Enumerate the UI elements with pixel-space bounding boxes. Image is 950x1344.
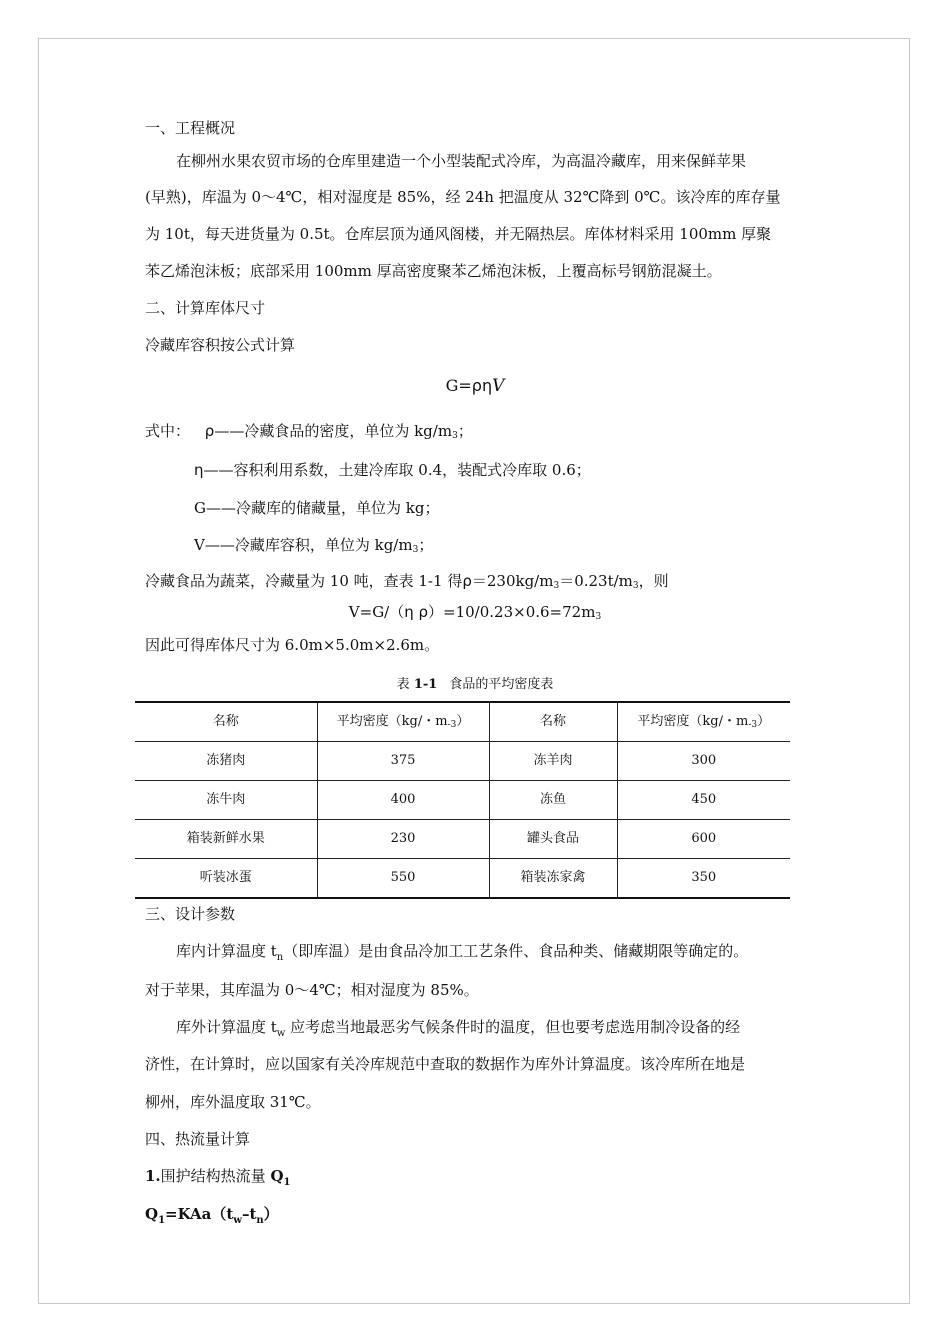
calc-text: ，则 <box>638 572 669 590</box>
table-cell: 230 <box>317 820 489 859</box>
text-run: 应考虑当地最恶劣气候条件时的温度，但也要考虑选用制冷设备的经 <box>285 1018 741 1036</box>
calc-text: ＝230kg/m <box>471 572 554 590</box>
table-row <box>135 859 790 899</box>
table-cell: 550 <box>317 859 489 899</box>
paragraph-line: (早熟)，库温为 0～4℃，相对湿度是 85%，经 24h 把温度从 32℃降到 0℃。该冷库的库存量 <box>145 188 781 206</box>
text-run: （即库温）是由食品冷加工工艺条件、食品种类、储藏期限等确定的。 <box>283 942 749 960</box>
table-row <box>135 781 790 820</box>
paragraph-line: 苯乙烯泡沫板；底部采用 100mm 厚高密度聚苯乙烯泡沫板，上覆高标号钢筋混凝土。 <box>145 262 722 280</box>
punct: ； <box>418 536 434 554</box>
table-cell: 箱装冻家禽 <box>489 859 617 899</box>
where-label: 式中： <box>145 422 191 440</box>
rho-description: ——冷藏食品的密度，单位为 kg/m <box>214 422 453 440</box>
definition-rho <box>145 421 473 444</box>
formula-v: V <box>492 376 505 396</box>
table-cell: 300 <box>617 742 790 781</box>
table-cell: 听装冰蛋 <box>135 859 317 899</box>
formula-text: –t <box>241 1205 257 1223</box>
table-cell: 冻牛肉 <box>135 781 317 820</box>
heat-flow-formula <box>145 1204 279 1227</box>
unit-superscript: 3 <box>595 612 602 622</box>
paragraph-line: 对于苹果，其库温为 0～4℃；相对湿度为 85%。 <box>145 981 479 999</box>
symbol: Q <box>145 1205 159 1223</box>
column-header: 平均密度（kg/・m-3） <box>317 702 489 742</box>
symbol: Q <box>270 1167 284 1185</box>
caption-title: 食品的平均密度表 <box>449 677 554 692</box>
v-description: V——冷藏库容积，单位为 kg/m <box>194 536 413 554</box>
text-run: 库外计算温度 t <box>176 1018 277 1036</box>
section-heading-2: 二、计算库体尺寸 <box>145 299 266 317</box>
subscript: w <box>233 1215 242 1226</box>
equation-text: V=G/（ <box>348 603 405 621</box>
eta-symbol: η <box>194 461 204 479</box>
unit-superscript: 3 <box>452 431 458 441</box>
table-cell: 375 <box>317 742 489 781</box>
table-cell: 罐头食品 <box>489 820 617 859</box>
unit-superscript: 3 <box>632 581 639 591</box>
subsection-heading <box>145 1166 291 1189</box>
section-heading-3: 三、设计参数 <box>145 905 236 923</box>
definition-v <box>194 535 433 558</box>
definition-g: G——冷藏库的储藏量，单位为 kg； <box>194 499 440 517</box>
caption-number: 1-1 <box>413 677 438 692</box>
caption-prefix: 表 <box>396 677 414 692</box>
formula-text: =KAa（t <box>165 1205 234 1223</box>
volume-equation <box>0 602 950 625</box>
rho-symbol: ρ <box>462 572 472 590</box>
equation-text: ）=10/0.23×0.6=72m <box>428 603 596 621</box>
unit-superscript: 3 <box>553 581 560 591</box>
punct: ； <box>457 422 473 440</box>
table-cell: 350 <box>617 859 790 899</box>
dimension-result: 因此可得库体尺寸为 6.0m×5.0m×2.6m。 <box>145 636 440 654</box>
formula-text: ） <box>263 1205 279 1223</box>
table-cell: 冻羊肉 <box>489 742 617 781</box>
unit-superscript: 3 <box>412 545 419 555</box>
subscript: 1 <box>283 1177 291 1188</box>
subscript: n <box>256 1215 264 1226</box>
paragraph-line: 柳州，库外温度取 31℃。 <box>145 1093 321 1111</box>
table-cell: 冻猪肉 <box>135 742 317 781</box>
table-header-row <box>135 702 790 742</box>
paragraph-line: 济性，在计算时，应以国家有关冷库规范中查取的数据作为库外计算温度。该冷库所在地是 <box>145 1055 746 1073</box>
section-heading-4: 四、热流量计算 <box>145 1130 251 1148</box>
table-caption <box>0 675 950 695</box>
calc-text: 冷藏食品为蔬菜，冷藏量为 10 吨，查表 1-1 得 <box>145 572 463 590</box>
paragraph-line <box>176 1017 740 1040</box>
paragraph-line: 在柳州水果农贸市场的仓库里建造一个小型装配式冷库，为高温冷藏库，用来保鲜苹果 <box>176 152 747 170</box>
table-cell: 400 <box>317 781 489 820</box>
calc-text: ＝0.23t/m <box>559 572 633 590</box>
density-table <box>135 701 790 899</box>
formula-intro: 冷藏库容积按公式计算 <box>145 336 296 354</box>
subscript: 1 <box>158 1215 166 1226</box>
subscript: w <box>276 1028 286 1039</box>
paragraph-line: 为 10t，每天进货量为 0.5t。仓库层顶为通风阁楼，并无隔热层。库体材料采用 100mm 厚聚 <box>145 225 772 243</box>
table-cell: 箱装新鲜水果 <box>135 820 317 859</box>
eta-description: ——容积利用系数，土建冷库取 0.4，装配式冷库取 0.6； <box>203 461 591 479</box>
subsection-number: 1. <box>145 1167 161 1185</box>
column-header: 平均密度（kg/・m-3） <box>617 702 790 742</box>
definition-eta <box>194 460 591 480</box>
table-cell: 450 <box>617 781 790 820</box>
volume-formula <box>0 376 950 396</box>
formula-prefix: G= <box>445 376 472 395</box>
rho-symbol: ρ <box>204 422 215 440</box>
text-run: 库内计算温度 t <box>176 942 277 960</box>
subscript: n <box>276 952 284 963</box>
table-cell: 600 <box>617 820 790 859</box>
density-calculation <box>145 571 669 594</box>
formula-greek: ρη <box>471 376 493 395</box>
paragraph-line <box>176 941 748 964</box>
equation-greek: η ρ <box>404 603 429 621</box>
table-cell: 冻鱼 <box>489 781 617 820</box>
column-header: 名称 <box>489 702 617 742</box>
subsection-title: 围护结构热流量 <box>160 1167 271 1185</box>
column-header: 名称 <box>135 702 317 742</box>
table-row <box>135 742 790 781</box>
section-heading-1: 一、工程概况 <box>145 119 236 137</box>
table-row <box>135 820 790 859</box>
